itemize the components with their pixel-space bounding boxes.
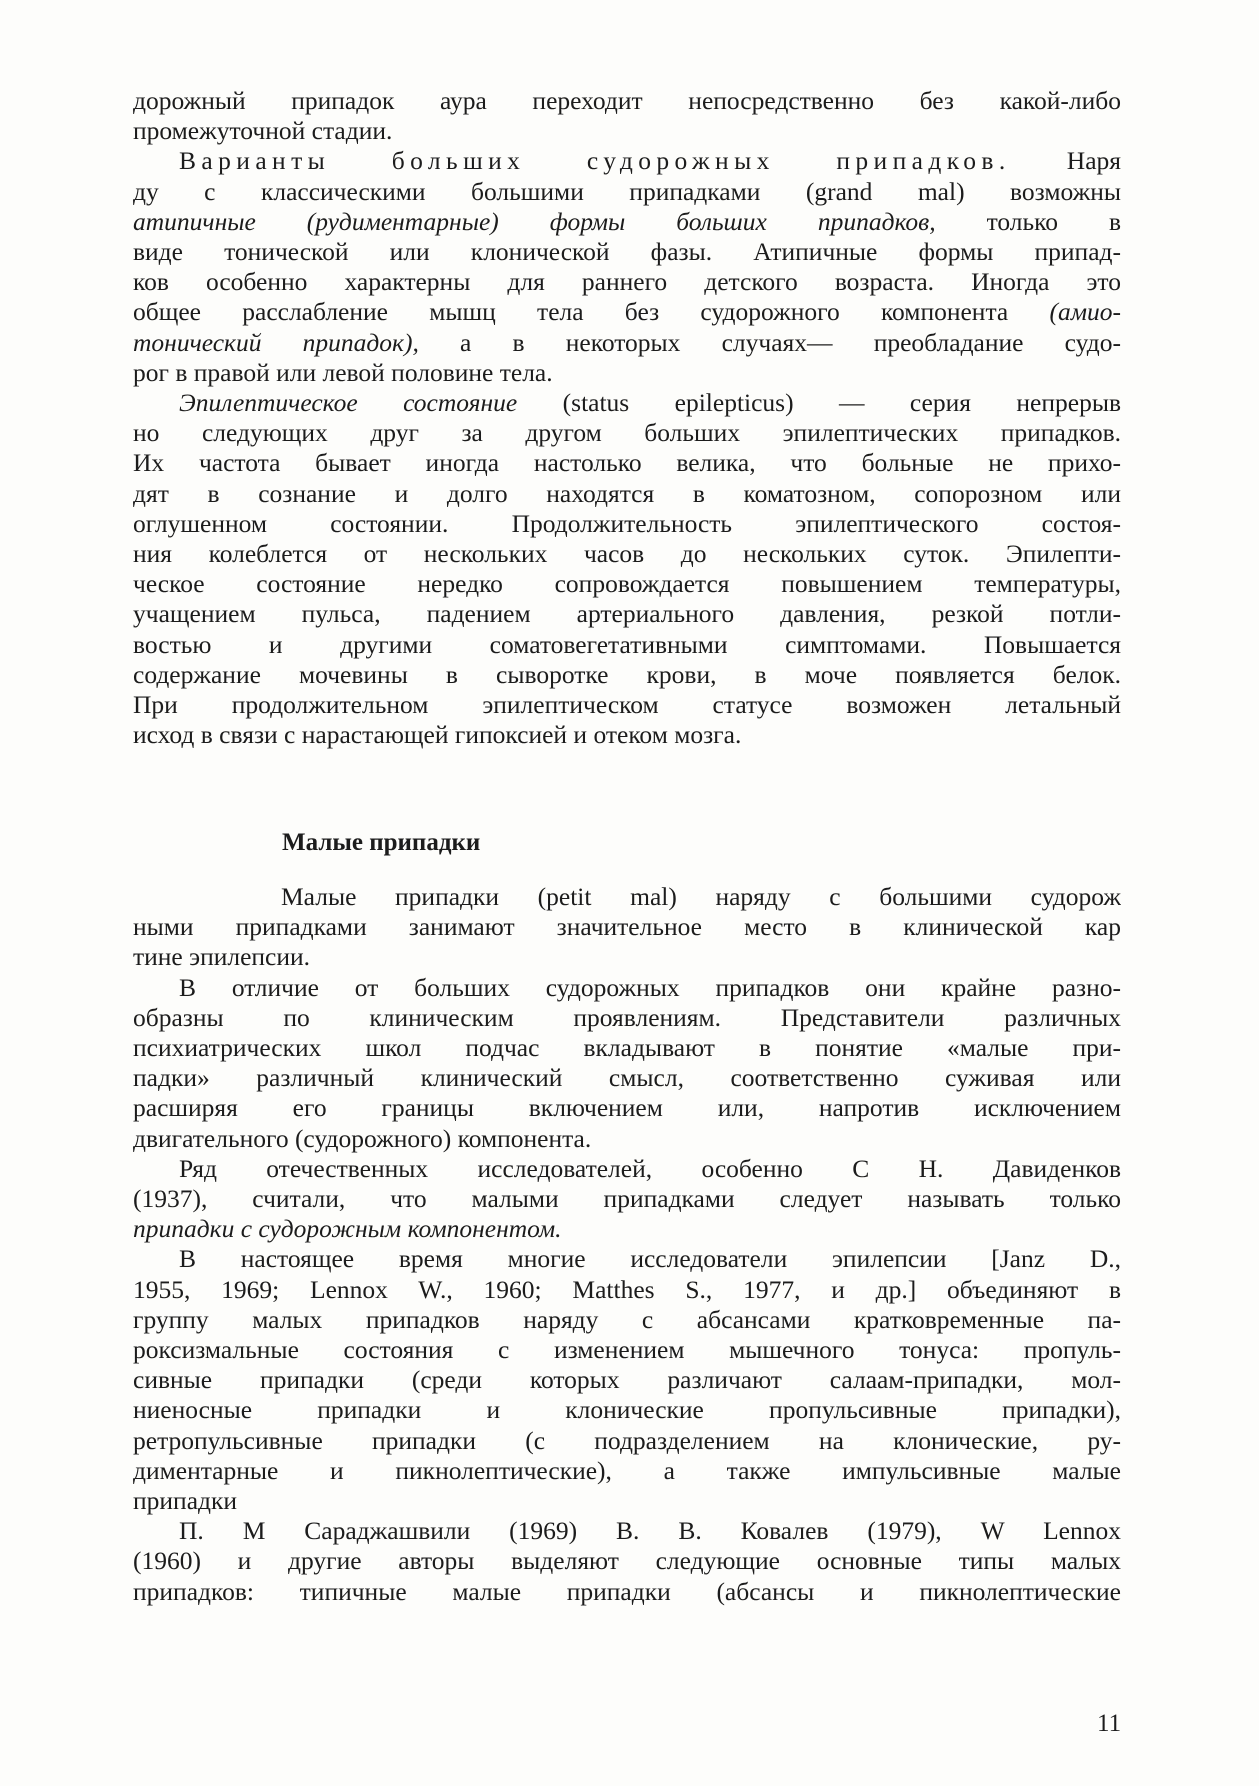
text-line: падки» различный клинический смысл, соответственно суживая или: [133, 1063, 1121, 1093]
text-line: П. М Сараджашвили (1969) В. В. Ковалев (1979), W Lennox: [179, 1516, 1121, 1546]
spaced-heading-phrase: Варианты больших судорожных припадков.: [179, 146, 1011, 176]
text-line: общее расслабление мышц тела без судорожного компонента (амио-: [133, 297, 1121, 327]
text-line: тонический припадок), а в некоторых случаях— преобладание судо-: [133, 327, 1121, 357]
text-line: атипичные (рудиментарные) формы больших припадков, только в: [133, 206, 1121, 236]
text-line: дят в сознание и долго находятся в коматозном, сопорозном или: [133, 478, 1121, 508]
text-line: тине эпилепсии.: [133, 942, 311, 972]
text-line: психиатрических школ подчас вкладывают в понятие «малые при-: [133, 1033, 1121, 1063]
italic-term: Эпилептическое состояние: [179, 388, 518, 418]
text-line: В настоящее время многие исследователи эпилепсии [Janz D.,: [179, 1244, 1121, 1274]
text-line: припадков: типичные малые припадки (абсансы и пикнолептические: [133, 1576, 1121, 1606]
text-line: (1960) и другие авторы выделяют следующие основные типы малых: [133, 1546, 1121, 1576]
text-line: припадки с судорожным компонентом.: [133, 1214, 562, 1244]
body-text-upper: [133, 86, 1121, 750]
text-line: Ряд отечественных исследователей, особенно С Н. Давиденков: [179, 1153, 1121, 1183]
text-line: образны по клиническим проявлениям. Представители различных: [133, 1002, 1121, 1032]
body-text-lower: [133, 882, 1121, 1607]
text-line: роксизмальные состояния с изменением мышечного тонуса: пропуль-: [133, 1335, 1121, 1365]
text-line: ду с классическими большими припадками (grand mal) возможны: [133, 176, 1121, 206]
text-line: припадки: [133, 1486, 238, 1516]
text-line: исход в связи с нарастающей гипоксией и отеком мозга.: [133, 720, 742, 750]
text-line: промежуточной стадии.: [133, 116, 393, 146]
text-line: группу малых припадков наряду с абсансами кратковременные па-: [133, 1304, 1121, 1334]
page-number: 11: [1097, 1710, 1122, 1737]
text-line: Малые припадки (petit mal) наряду с большими судорож: [281, 882, 1121, 911]
text-line: Варианты больших судорожных припадков. Наря: [179, 146, 1121, 176]
text-line: но следующих друг за другом больших эпилептических припадков.: [133, 418, 1121, 448]
text-line: виде тонической или клонической фазы. Атипичные формы припад-: [133, 237, 1121, 267]
text-line: Их частота бывает иногда настолько велика, что больные не прихо-: [133, 448, 1121, 478]
text-line: В отличие от больших судорожных припадков они крайне разно-: [179, 972, 1121, 1002]
text-line: рог в правой или левой половине тела.: [133, 357, 553, 387]
text-line: диментарные и пикнолептические), а также импульсивные малые: [133, 1455, 1121, 1485]
text-line: ков особенно характерны для раннего детского возраста. Иногда это: [133, 267, 1121, 297]
text-line: оглушенном состоянии. Продолжительность эпилептического состоя-: [133, 508, 1121, 538]
text-line: сивные припадки (среди которых различают салаам-припадки, мол-: [133, 1365, 1121, 1395]
text-line: 1955, 1969; Lennox W., 1960; Matthes S., 1977, и др.] объединяют в: [133, 1274, 1121, 1304]
text-line: При продолжительном эпилептическом статусе возможен летальный: [133, 690, 1121, 720]
text-line: содержание мочевины в сыворотке крови, в моче появляется белок.: [133, 659, 1121, 689]
text-line: ретропульсивные припадки (с подразделением на клонические, ру-: [133, 1425, 1121, 1455]
text-line: Эпилептическое состояние (status epilepticus) — серия непрерыв: [179, 388, 1121, 418]
text-line: ния колеблется от нескольких часов до нескольких суток. Эпилепти-: [133, 539, 1121, 569]
text-line: двигательного (судорожного) компонента.: [133, 1123, 592, 1153]
text-line: ными припадками занимают значительное место в клинической кар: [133, 912, 1121, 942]
text-line: (1937), считали, что малыми припадками следует называть только: [133, 1184, 1121, 1214]
text-line: учащением пульса, падением артериального давления, резкой потли-: [133, 599, 1121, 629]
text-line: востью и другими соматовегетативными симптомами. Повышается: [133, 629, 1121, 659]
text-line: ниеносные припадки и клонические пропульсивные припадки),: [133, 1395, 1121, 1425]
text-line: ческое состояние нередко сопровождается повышением температуры,: [133, 569, 1121, 599]
section-heading: Малые припадки: [282, 829, 481, 856]
text-line: дорожный припадок аура переходит непосредственно без какой-либо: [133, 86, 1121, 115]
text-line: расширяя его границы включением или, напротив исключением: [133, 1093, 1121, 1123]
